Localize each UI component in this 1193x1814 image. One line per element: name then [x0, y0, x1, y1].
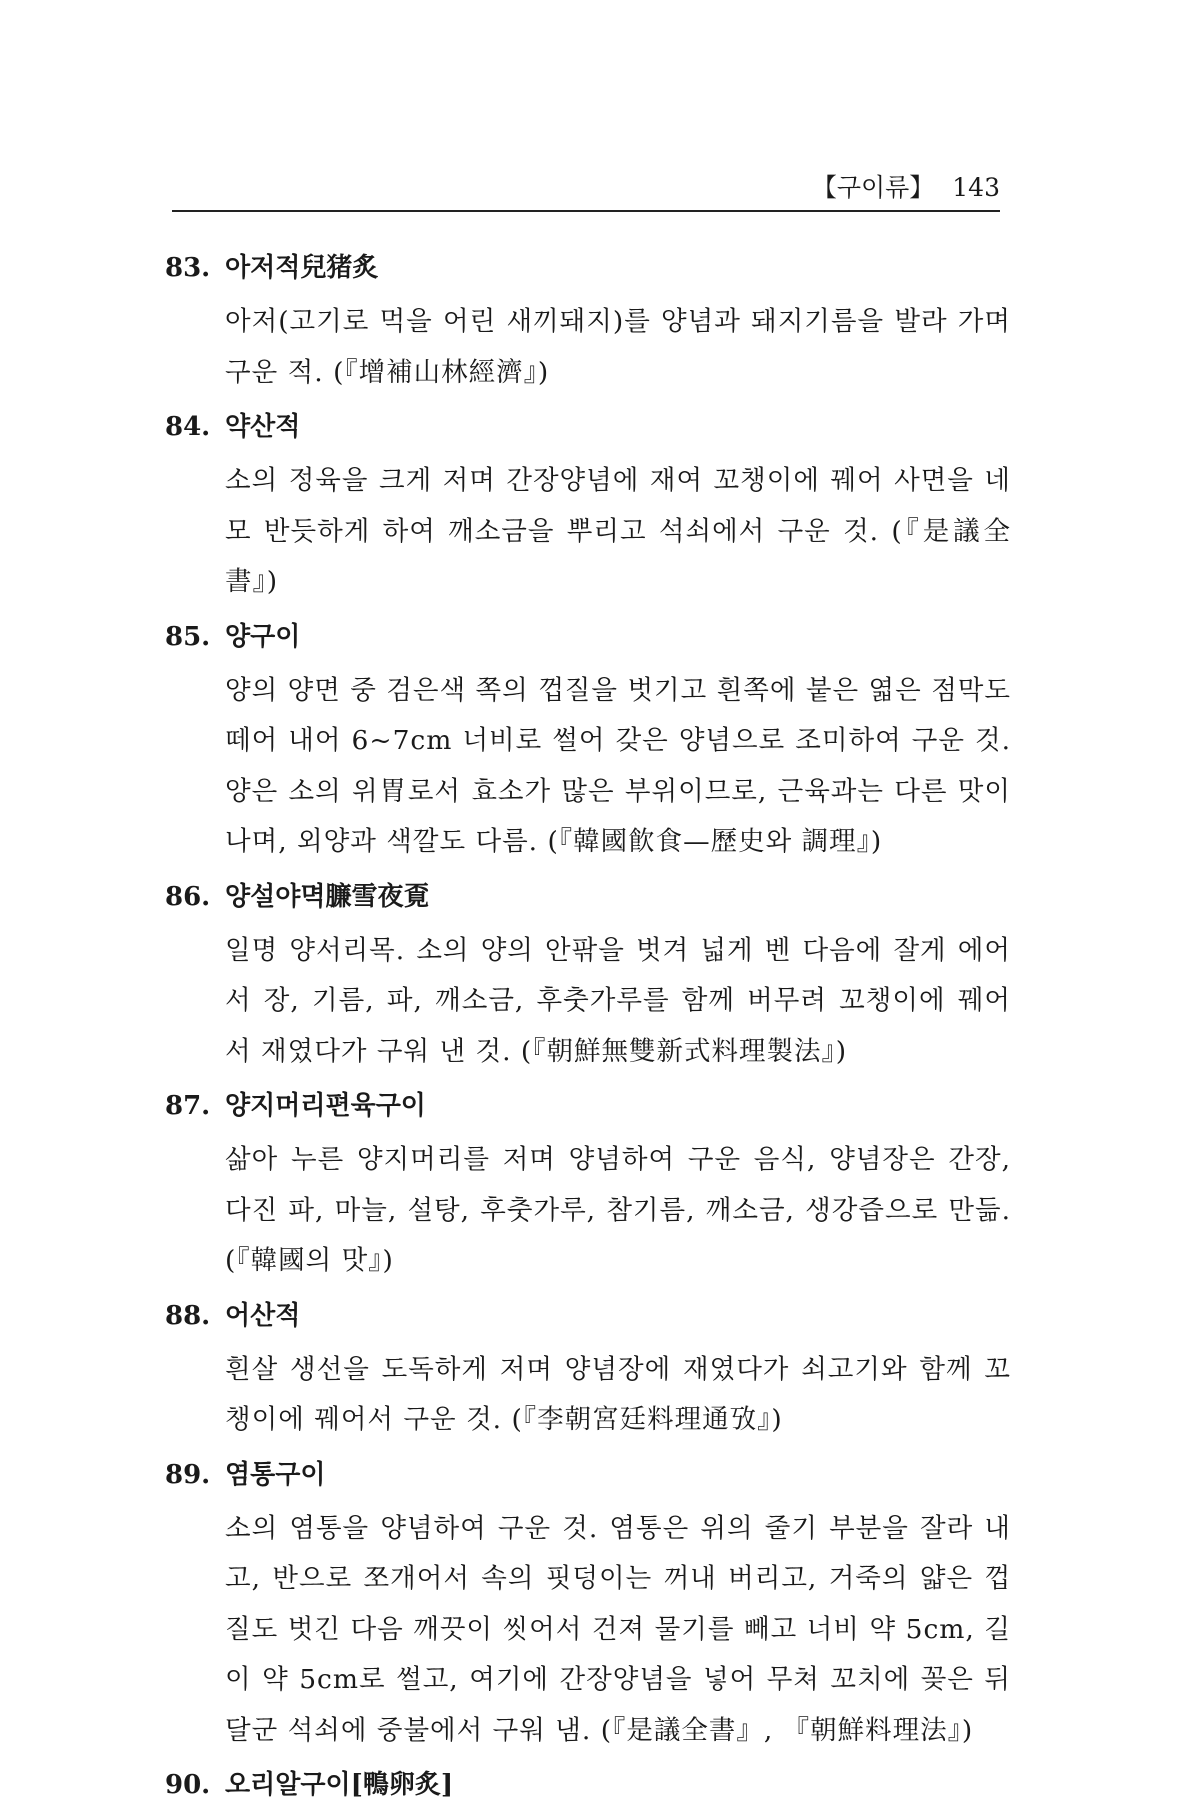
entry-heading [165, 1454, 1011, 1496]
entry [165, 1454, 1011, 1757]
entry-title: 오리알구이[鴨卵炙] [225, 1770, 454, 1800]
entry-body: 일명 양서리목. 소의 양의 안팎을 벗겨 넓게 벤 다음에 잘게 에어서 장, 기름, 파, 깨소금, 후춧가루를 함께 버무려 꼬챙이에 꿰어서 재였다가 구워 낸 것. (『朝鮮無雙新式料理製法』) [225, 934, 1011, 1067]
entry-heading [165, 1295, 1011, 1337]
entry-title: 양지머리편육구이 [225, 1091, 426, 1121]
running-header [172, 168, 1000, 208]
entry-body: 삶아 누른 양지머리를 저며 양념하여 구운 음식, 양념장은 간장, 다진 파, 마늘, 설탕, 후춧가루, 참기름, 깨소금, 생강즙으로 만듦. (『韓國의 맛』) [225, 1144, 1011, 1276]
entry-heading [165, 1764, 1011, 1806]
entry-body: 흰살 생선을 도독하게 저며 양념장에 재였다가 쇠고기와 함께 꼬챙이에 꿰어서 구운 것. (『李朝宮廷料理通攷』) [225, 1353, 1011, 1435]
entry [165, 247, 1011, 398]
entry-body: 양의 양면 중 검은색 쪽의 껍질을 벗기고 흰쪽에 붙은 엷은 점막도 떼어 내어 6~7cm 너비로 썰어 갖은 양념으로 조미하여 구운 것. 양은 소의 위胃로서 효소가 많은 부위이므로, 근육과는 다른 맛이 나며, 외양과 색깔도 다름. (『韓國飮食—歷史와 調理』) [225, 674, 1011, 857]
page-number: 143 [952, 173, 1000, 202]
entry [165, 616, 1011, 868]
entry [165, 876, 1011, 1078]
entry-number: 83. [165, 253, 211, 283]
entry [165, 1764, 1011, 1806]
entry-title: 어산적 [225, 1300, 301, 1331]
entry-body: 소의 정육을 크게 저며 간장양념에 재여 꼬챙이에 꿰어 사면을 네모 반듯하게 하여 깨소금을 뿌리고 석쇠에서 구운 것. (『是議全書』) [225, 465, 1011, 597]
entry-number: 87. [165, 1091, 211, 1121]
entry-title: 아저적兒猪炙 [225, 253, 379, 283]
entry-body: 소의 염통을 양념하여 구운 것. 염통은 위의 줄기 부분을 잘라 내고, 반으로 쪼개어서 속의 핏덩이는 꺼내 버리고, 거죽의 얇은 껍질도 벗긴 다음 깨끗이 씻어서 건져 물기를 빼고 너비 약 5cm, 길이 약 5cm로 썰고, 여기에 간장양념을 넣어 무쳐 꼬치에 꽂은 뒤 달군 석쇠에 중불에서 구워 냄. (『是議全書』, 『朝鮮料理法』) [225, 1512, 1011, 1746]
entry-body: 아저(고기로 먹을 어린 새끼돼지)를 양념과 돼지기름을 발라 가며 구운 적. (『增補山林經濟』) [225, 306, 1011, 388]
entry-number: 88. [165, 1300, 211, 1331]
entry [165, 406, 1011, 608]
entry-number: 85. [165, 621, 211, 652]
entry-list [165, 247, 1011, 1814]
entry-heading [165, 406, 1011, 448]
entry [165, 1295, 1011, 1446]
entry-heading [165, 876, 1011, 918]
entry-number: 89. [165, 1459, 211, 1490]
entry-heading [165, 1085, 1011, 1127]
entry-title: 양설야멱臁雪夜覔 [225, 881, 430, 912]
entry [165, 1085, 1011, 1287]
entry-heading [165, 247, 1011, 289]
entry-heading [165, 616, 1011, 658]
entry-number: 86. [165, 881, 211, 912]
section-title: 【구이류】 [811, 173, 935, 202]
entry-title: 염통구이 [225, 1459, 326, 1490]
entry-title: 양구이 [225, 621, 301, 652]
entry-title: 약산적 [225, 412, 301, 442]
header-rule [172, 210, 1000, 212]
entry-number: 84. [165, 412, 211, 442]
entry-number: 90. [165, 1770, 211, 1800]
